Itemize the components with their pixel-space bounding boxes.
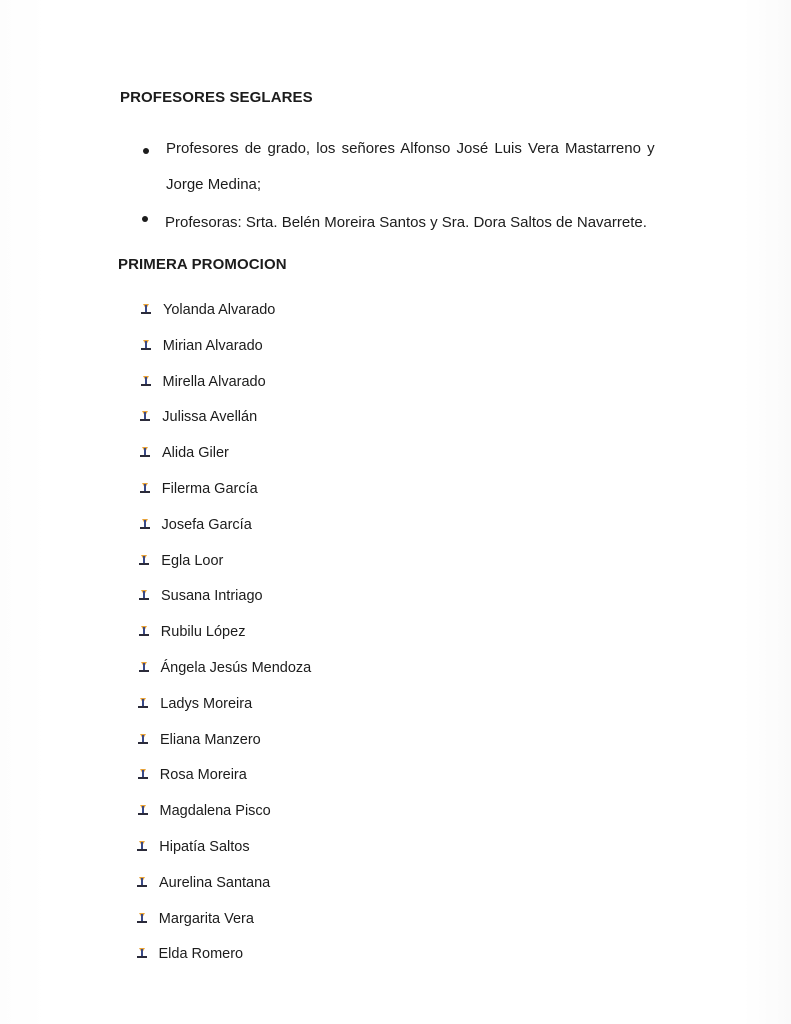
list-item-label: Margarita Vera [158,910,254,927]
list-item-label: Ladys Moreira [160,695,253,712]
section-heading-primera-promocion: PRIMERA PROMOCION [118,256,287,273]
arrow-down-icon [139,482,151,496]
list-item [137,801,271,821]
list-item [139,443,229,463]
arrow-down-icon [137,804,149,818]
list-item [139,479,258,499]
arrow-down-icon [140,339,152,353]
list-item-label: Rosa Moreira [159,767,247,784]
arrow-down-icon [137,768,149,782]
list-item-label: Susana Intriago [161,588,263,605]
list-item-label: Yolanda Alvarado [163,302,276,318]
teacher-item-2-line-1: Profesoras: Srta. Belén Moreira Santos y Sra. Dora Saltos de Navarrete. [165,214,647,231]
list-item [137,694,252,714]
arrow-down-icon [138,661,150,675]
list-item [140,372,266,392]
list-item [137,730,261,750]
arrow-down-icon [138,554,150,568]
list-item-label: Elda Romero [158,946,244,963]
list-item-label: Josefa García [161,516,252,533]
list-item [136,837,249,857]
list-item [138,622,246,642]
arrow-down-icon [140,375,152,389]
teacher-item-1-line-2: Jorge Medina; [166,176,262,193]
arrow-down-icon [137,733,149,747]
arrow-down-icon [138,589,150,603]
list-item-label: Magdalena Pisco [159,803,271,820]
list-item [138,586,263,606]
list-item [140,336,263,356]
list-item-label: Eliana Manzero [160,731,261,748]
list-item [136,944,244,964]
arrow-down-icon [136,840,148,854]
list-item-label: Filerma García [161,481,258,497]
list-item [139,515,252,535]
list-item-label: Alida Giler [162,445,229,462]
list-item-label: Rubilu López [160,624,246,641]
list-item [138,658,312,678]
list-item-label: Ángela Jesús Mendoza [160,660,312,676]
arrow-down-icon [138,625,150,639]
arrow-down-icon [139,410,151,424]
list-item [139,407,257,427]
list-item [136,909,254,929]
arrow-down-icon [139,518,151,532]
list-item-label: Egla Loor [161,552,224,569]
teacher-item-1-line-1: Profesores de grado, los señores Alfonso José Luis Vera Mastarreno y [166,140,655,157]
list-item-label: Mirella Alvarado [162,373,266,390]
list-item [137,765,247,785]
arrow-down-icon [136,876,148,890]
list-item-label: Hipatía Saltos [159,839,250,855]
arrow-down-icon [136,912,148,926]
list-item-label: Julissa Avellán [162,409,258,426]
section-heading-profesores-seglares: PROFESORES SEGLARES [120,89,313,106]
list-item [140,300,275,320]
arrow-down-icon [136,947,148,961]
list-item [136,873,270,893]
arrow-down-icon [139,446,151,460]
list-item [138,551,223,571]
list-item-label: Mirian Alvarado [162,337,263,354]
arrow-down-icon [137,697,149,711]
arrow-down-icon [140,303,152,317]
list-item-label: Aurelina Santana [159,874,271,891]
